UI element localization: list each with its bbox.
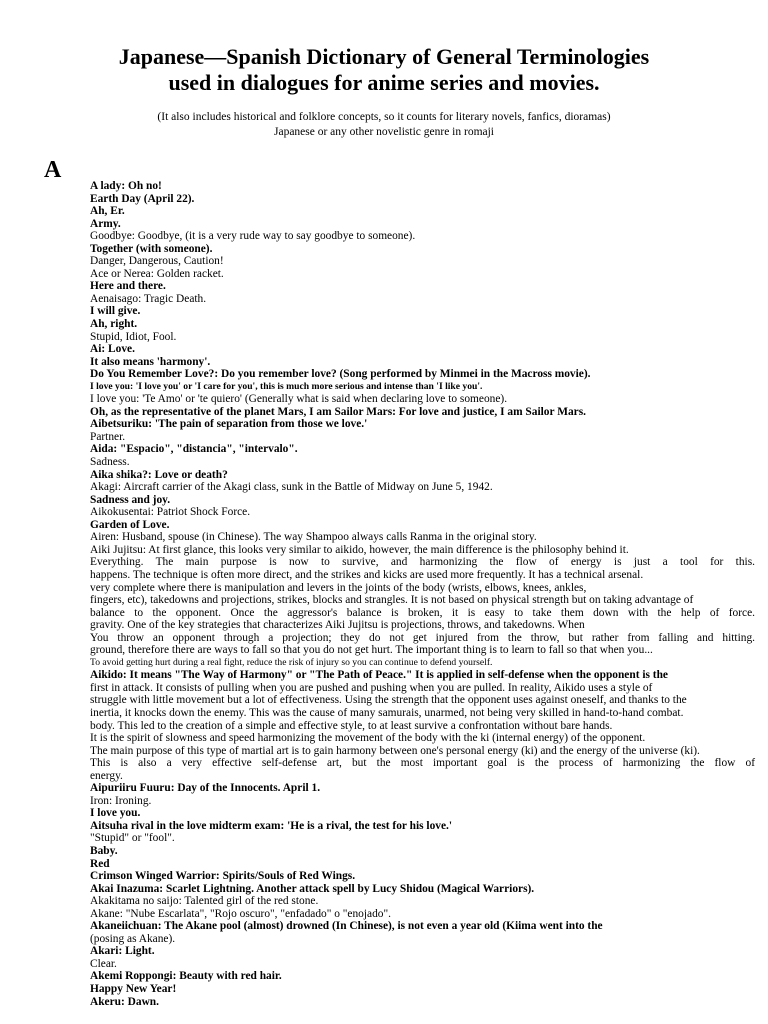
dictionary-entry: Partner. — [90, 430, 126, 443]
dictionary-entry: Here and there. — [90, 280, 166, 293]
dictionary-entry: first in attack. It consists of pulling when you are pushed and pushing when you are pulled. In reality, Aikido uses a style of — [90, 681, 653, 694]
document-subtitle — [0, 110, 768, 140]
dictionary-entry: energy. — [90, 769, 123, 782]
dictionary-entry: Everything. The main purpose is now to survive, and harmonizing the flow of energy is just a tool for this. — [90, 556, 755, 569]
dictionary-entry: Akai Inazuma: Scarlet Lightning. Another attack spell by Lucy Shidou (Magical Warriors). — [90, 882, 535, 895]
dictionary-entry: This is also a very effective self-defense art, but the most important goal is the process of harmonizing the flow of — [90, 757, 755, 770]
dictionary-entry: I love you: 'I love you' or 'I care for you', this is much more serious and intense than 'I like you'. — [90, 380, 483, 392]
subtitle-line-1: (It also includes historical and folklore concepts, so it counts for literary novels, fanfics, dioramas) — [157, 111, 611, 123]
dictionary-entry: Happy New Year! — [90, 983, 177, 995]
dictionary-entry: I love you. — [90, 807, 141, 820]
dictionary-entry: fingers, etc), takedowns and projections, strikes, blocks and strangles. It is not based on physical strength but on taking advantage of — [90, 594, 694, 607]
dictionary-entry: Airen: Husband, spouse (in Chinese). The way Shampoo always calls Ranma in the original story. — [90, 531, 537, 544]
dictionary-entry: balance to the opponent. Once the aggressor's balance is broken, it is easy to take them down with the help of force. — [90, 606, 755, 619]
dictionary-entry: Aipuriiru Fuuru: Day of the Innocents. April 1. — [90, 782, 321, 795]
dictionary-entry: Sadness. — [90, 456, 130, 469]
dictionary-entry: Aiki Jujitsu: At first glance, this looks very similar to aikido, however, the main difference is the philosophy behind it. — [90, 543, 629, 556]
dictionary-entry: Akagi: Aircraft carrier of the Akagi class, sunk in the Battle of Midway on June 5, 1942. — [90, 481, 493, 494]
dictionary-entry: Clear. — [90, 957, 117, 970]
dictionary-entry: ground, therefore there are ways to fall so that you do not get hurt. The important thing is to learn to fall so that when you... — [90, 644, 653, 657]
dictionary-entry: Aikokusentai: Patriot Shock Force. — [90, 506, 251, 519]
dictionary-entry: Goodbye: Goodbye, (it is a very rude way to say goodbye to someone). — [90, 230, 416, 243]
dictionary-entry: Crimson Winged Warrior: Spirits/Souls of Red Wings. — [90, 870, 356, 883]
dictionary-entry: Ai: Love. — [90, 343, 135, 356]
dictionary-entry: Ah, right. — [90, 318, 138, 331]
dictionary-entry: You throw an opponent through a projection; they do not get injured from the throw, but rather from falling and hitting. — [90, 631, 755, 644]
dictionary-entry: It also means 'harmony'. — [90, 355, 211, 368]
subtitle-line-2: Japanese or any other novelistic genre in romaji — [273, 126, 495, 138]
title-line-1: Japanese—Spanish Dictionary of General Terminologies — [118, 44, 650, 69]
dictionary-entry: body. This led to the creation of a simple and effective style, to at least survive a confrontation without bare hands. — [90, 719, 613, 732]
dictionary-entry: Akaneiichuan: The Akane pool (almost) drowned (In Chinese), is not even a year old (Kiima went into the — [90, 920, 603, 933]
dictionary-entry: Red — [90, 857, 110, 870]
document-title — [0, 44, 768, 96]
dictionary-entry: Stupid, Idiot, Fool. — [90, 330, 177, 343]
dictionary-entry: Army. — [90, 217, 121, 230]
dictionary-entry: Akemi Roppongi: Beauty with red hair. — [90, 970, 282, 983]
dictionary-entry: I love you: 'Te Amo' or 'te quiero' (Generally what is said when declaring love to someone). — [90, 393, 508, 406]
dictionary-entry: Sadness and joy. — [90, 493, 171, 506]
dictionary-entry: Danger, Dangerous, Caution! — [90, 255, 224, 268]
dictionary-entry: struggle with little movement but a lot of effectiveness. Using the strength that the opponent uses against oneself, and thanks to the — [90, 694, 687, 707]
dictionary-entry: Aenaisago: Tragic Death. — [90, 292, 207, 305]
dictionary-entry: inertia, it knocks down the enemy. This was the cause of many samurais, unarmed, not being very skilled in hand-to-hand combat. — [90, 706, 684, 719]
dictionary-entry: Aikido: It means "The Way of Harmony" or "The Path of Peace." It is applied in self-defense when the opponent is the — [90, 669, 668, 682]
dictionary-entry: (posing as Akane). — [90, 932, 176, 945]
entry-list — [90, 180, 755, 1008]
dictionary-entry: very complete where there is manipulation and levers in the joints of the body (wrists, elbows, knees, ankles, — [90, 581, 587, 594]
dictionary-entry: Garden of Love. — [90, 518, 170, 531]
dictionary-entry: The main purpose of this type of martial art is to gain harmony between one's personal energy (ki) and the energy of the universe (ki). — [90, 744, 700, 757]
dictionary-entry: A lady: Oh no! — [90, 180, 162, 192]
dictionary-entry: happens. The technique is often more direct, and the strikes and kicks are used more frequently. It has a technical arsenal. — [90, 568, 644, 581]
dictionary-entry: Ah, Er. — [90, 205, 125, 218]
dictionary-entry: Iron: Ironing. — [90, 794, 152, 807]
dictionary-entry: Baby. — [90, 844, 118, 857]
dictionary-entry: Aitsuha rival in the love midterm exam: 'He is a rival, the test for his love.' — [90, 819, 453, 832]
dictionary-entry: It is the spirit of slowness and speed harmonizing the movement of the body with the ki (internal energy) of the opponent. — [90, 732, 646, 745]
dictionary-entry: To avoid getting hurt during a real fight, reduce the risk of injury so you can continue to defend yourself. — [90, 656, 493, 668]
dictionary-entry: Akari: Light. — [90, 945, 155, 958]
dictionary-entry: Together (with someone). — [90, 242, 213, 255]
dictionary-entry: Akane: "Nube Escarlata", "Rojo oscuro", "enfadado" o "enojado". — [90, 907, 391, 920]
dictionary-entry: Earth Day (April 22). — [90, 192, 195, 205]
section-letter: A — [44, 157, 62, 183]
dictionary-entry: Akeru: Dawn. — [90, 995, 159, 1008]
dictionary-entry: Aika shika?: Love or death? — [90, 468, 228, 481]
dictionary-entry: gravity. One of the key strategies that characterizes Aiki Jujitsu is projections, throws, and takedowns. When — [90, 619, 585, 632]
title-line-2: used in dialogues for anime series and movies. — [168, 70, 600, 95]
dictionary-entry: Do You Remember Love?: Do you remember love? (Song performed by Minmei in the Macross movie). — [90, 368, 591, 381]
dictionary-entry: Akakitama no saijo: Talented girl of the red stone. — [90, 895, 319, 908]
dictionary-entry: I will give. — [90, 305, 141, 318]
dictionary-entry: Oh, as the representative of the planet Mars, I am Sailor Mars: For love and justice, I am Sailor Mars. — [90, 405, 586, 418]
dictionary-entry: Aibetsuriku: 'The pain of separation from those we love.' — [90, 418, 368, 431]
dictionary-entry: Ace or Nerea: Golden racket. — [90, 267, 224, 280]
dictionary-entry: Aida: "Espacio", "distancia", "intervalo". — [90, 443, 298, 456]
dictionary-entry: "Stupid" or "fool". — [90, 832, 175, 845]
